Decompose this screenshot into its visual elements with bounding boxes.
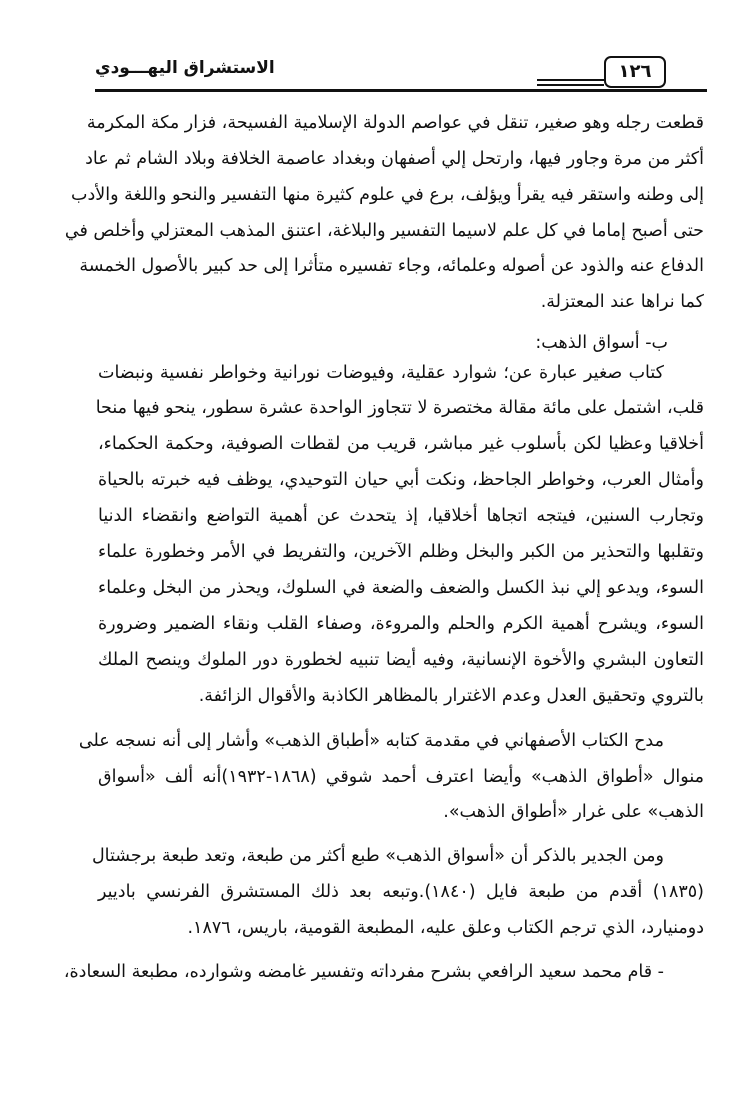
section-heading: ب- أسواق الذهب: — [535, 333, 668, 353]
text-line: السوء، ويدعو إلي نبذ الكسل والضعف والضعة في السلوك، ويحذر من البخل وعلماء — [98, 578, 704, 598]
text-line: كتاب صغير عبارة عن؛ شوارد عقلية، وفيوضات نورانية وخواطر نفسية ونبضات — [98, 363, 664, 383]
header-double-rule — [537, 79, 604, 81]
text-line: أكثر من مرة وجاور فيها، وارتحل إلي أصفهان وبغداد عاصمة الخلافة وبلاد الشام ثم عاد — [85, 149, 704, 169]
text-line: منوال «أطواق الذهب» وأيضا اعترف أحمد شوقي (١٨٦٨-١٩٣٢)أنه ألف «أسواق — [98, 767, 704, 787]
text-line: إلى وطنه واستقر فيه يقرأ ويؤلف، برع في علوم كثيرة منها التفسير والنحو واللغة والأدب — [71, 185, 704, 205]
text-line: ومن الجدير بالذكر أن «أسواق الذهب» طبع أكثر من طبعة، وتعد طبعة برجشتال — [91, 846, 664, 866]
text-line: وتقلبها والتحذير من الكبر والبخل وظلم الآخرين، والتفريط في الأمر وخطورة علماء — [98, 542, 704, 562]
text-line: وأمثال العرب، وخواطر الجاحظ، ونكت أبي حيان التوحيدي، يوظف فيه خبرته بالحياة — [98, 470, 704, 490]
running-title: الاستشراق اليهـــودي — [95, 58, 275, 78]
page-number: ١٢٦ — [604, 56, 666, 88]
header-rule — [95, 89, 707, 92]
text-line: مدح الكتاب الأصفهاني في مقدمة كتابه «أطباق الذهب» وأشار إلى أنه نسجه على — [78, 731, 664, 751]
text-line: (١٨٣٥) أقدم من طبعة فايل (١٨٤٠).وتبعه بعد ذلك المستشرق الفرنسي باديير — [98, 882, 704, 902]
text-line: دومنيارد، الذي ترجم الكتاب وعلق عليه، المطبعة القومية، باريس، ١٨٧٦. — [187, 918, 704, 938]
text-line: كما نراها عند المعتزلة. — [540, 292, 704, 312]
text-line: التعاون البشري والأخوة الإنسانية، وفيه أيضا تنبيه لخطورة دور الملوك وينصح الملك — [98, 650, 704, 670]
text-line: قلب، اشتمل على مائة مقالة مختصرة لا تتجاوز الواحدة عشرة سطور، ينحو فيها منحا — [95, 398, 704, 418]
text-line: بالتروي وتحقيق العدل وعدم الاغترار بالمظاهر الكاذبة والأقوال الزائفة. — [198, 686, 704, 706]
text-line: حتى أصبح إماما في كل علم لاسيما التفسير والبلاغة، اعتنق المذهب المعتزلي وأخلص في — [64, 221, 704, 241]
text-line: وتجارب السنين، فيتجه اتجاها أخلاقيا، إذ يتحدث عن أهمية التواضع وانقضاء الدنيا — [98, 506, 704, 526]
text-line: - قام محمد سعيد الرافعي بشرح مفرداته وتفسير غامضه وشوارده، مطبعة السعادة، — [63, 962, 664, 982]
text-line: أخلاقيا وعظيا لكن بأسلوب غير مباشر، قريب من لقطات الصوفية، وحكمة الحكماء، — [98, 434, 704, 454]
text-line: قطعت رجله وهو صغير، تنقل في عواصم الدولة الإسلامية الفسيحة، فزار مكة المكرمة — [86, 113, 704, 133]
header-double-rule — [537, 84, 604, 86]
text-line: الدفاع عنه والذود عن أصوله وعلمائه، وجاء تفسيره متأثرا إلى حد كبير بالأصول الخمسة — [79, 256, 704, 276]
text-line: الذهب» على غرار «أطواق الذهب». — [443, 802, 704, 822]
text-line: السوء، ويشرح أهمية الكرم والحلم والمروءة، وصفاء القلب ونقاء الضمير وضرورة — [98, 614, 704, 634]
